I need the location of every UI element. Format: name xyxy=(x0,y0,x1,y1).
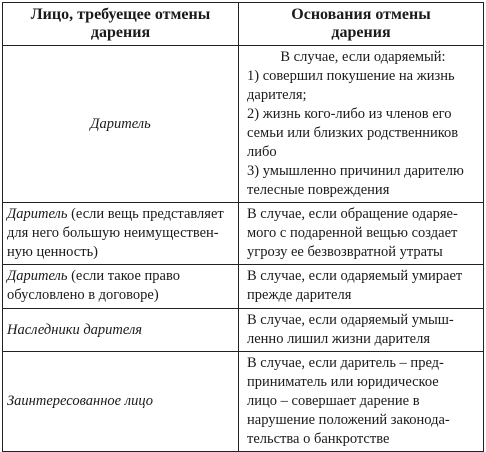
grounds-cell xyxy=(239,46,484,203)
grounds-cell xyxy=(239,265,484,309)
grounds-line: телесные повреждения xyxy=(247,182,390,198)
table-row xyxy=(3,309,484,352)
person-name: Даритель xyxy=(7,206,68,222)
person-name: Заинтересованное лицо xyxy=(7,393,153,409)
grounds-line: 3) умышленно причинил дарителю xyxy=(247,163,464,179)
grounds-line: В случае, если одаряемый умирает xyxy=(247,268,463,284)
grounds-cell xyxy=(239,203,484,265)
person-line: обусловлено в договоре) xyxy=(7,287,159,303)
person-cell xyxy=(3,309,239,352)
grounds-line: лицо – совершает дарение в xyxy=(247,393,420,409)
grounds-line: семьи или близких родственников xyxy=(247,125,459,141)
header-person-line: Лицо, требуещее отмены xyxy=(30,6,211,23)
grounds-line: прежде дарителя xyxy=(247,287,352,303)
table-row xyxy=(3,265,484,309)
person-cell xyxy=(3,265,239,309)
grounds-line: мого с подаренной вещью создает xyxy=(247,225,458,241)
header-person-line: дарения xyxy=(90,24,151,41)
header-person xyxy=(3,3,239,46)
grounds-line: 2) жизнь кого-либо из членов его xyxy=(247,106,452,122)
person-name: Наследники дарителя xyxy=(7,321,143,338)
person-line: ную ценность) xyxy=(7,244,99,260)
grounds-line: угрозу ее безвозвратной утраты xyxy=(247,244,443,260)
person-line: для него большую неимуществен- xyxy=(7,225,219,241)
grounds-cell xyxy=(239,309,484,352)
grounds-line: приниматель или юридическое xyxy=(247,374,439,390)
person-cell xyxy=(3,203,239,265)
grounds-line: тельства о банкротстве xyxy=(247,431,390,447)
grounds-line: нарушение положений законода- xyxy=(247,412,450,428)
header-grounds xyxy=(239,3,484,46)
person-cell xyxy=(3,352,239,452)
grounds-line: дарителя; xyxy=(247,87,307,103)
header-grounds-line: Основания отмены xyxy=(291,6,431,23)
grounds-line: ленно лишил жизни дарителя xyxy=(247,331,430,347)
person-cell xyxy=(3,46,239,203)
grounds-cell xyxy=(239,352,484,452)
person-qualifier: (если вещь представляет xyxy=(67,206,224,222)
person-name: Даритель xyxy=(90,115,151,132)
table-header-row xyxy=(3,3,484,46)
grounds-line: В случае, если одаряемый умыш- xyxy=(247,312,454,328)
grounds-line: либо xyxy=(247,144,277,160)
gift-revocation-table xyxy=(2,2,484,452)
person-name: Даритель xyxy=(7,268,68,284)
grounds-line: В случае, если даритель – пред- xyxy=(247,355,444,371)
header-grounds-line: дарения xyxy=(331,24,391,41)
person-line xyxy=(7,205,234,224)
grounds-line: 1) совершил покушение на жизнь xyxy=(247,68,455,84)
person-qualifier: (если такое право xyxy=(67,268,180,284)
person-line xyxy=(7,267,234,286)
grounds-line: В случае, если обращение одаряе- xyxy=(247,206,458,222)
grounds-intro: В случае, если одаряемый: xyxy=(280,49,446,65)
table-row xyxy=(3,46,484,203)
table-row xyxy=(3,352,484,452)
table-row xyxy=(3,203,484,265)
